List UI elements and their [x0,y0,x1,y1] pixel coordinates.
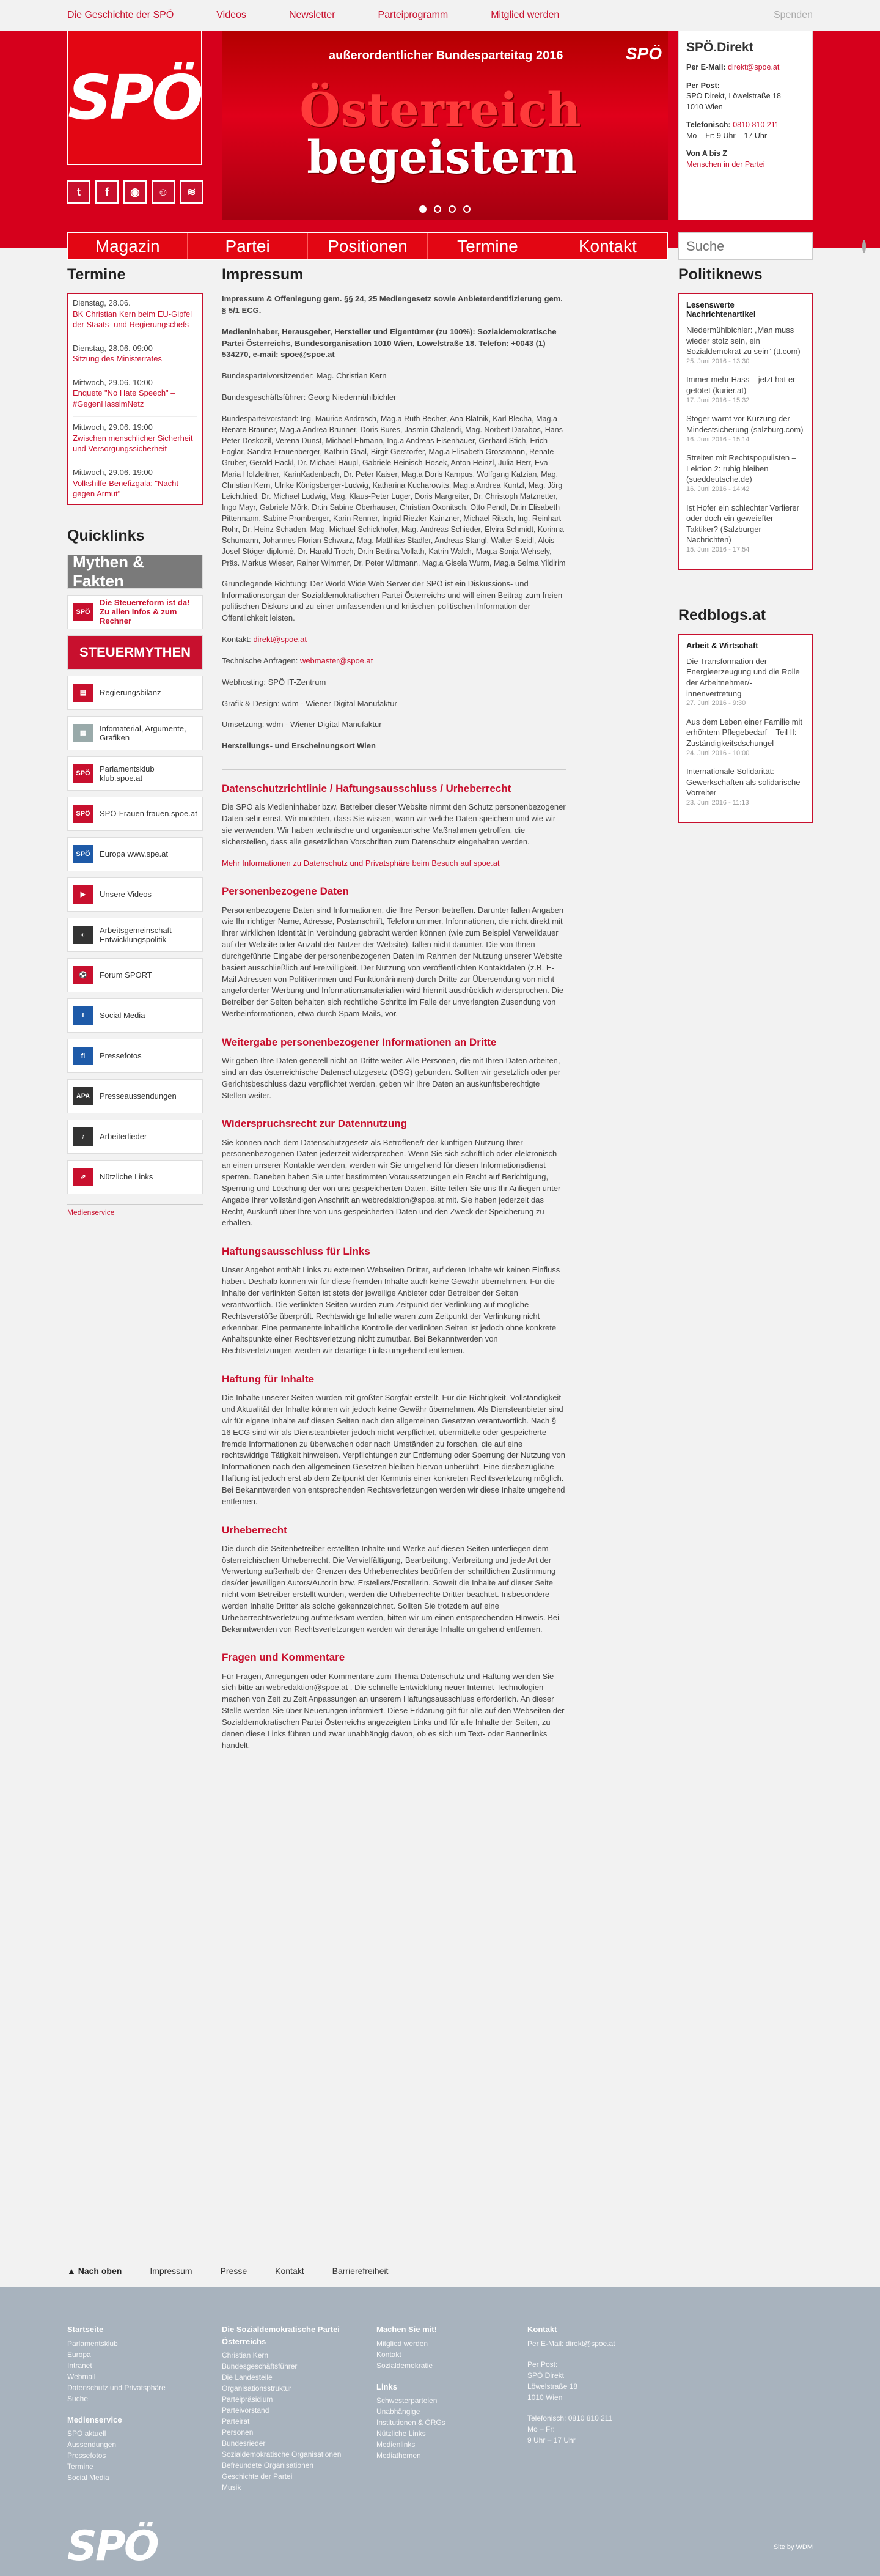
impressum-article [222,266,566,1779]
back-to-top-link[interactable]: ▲ Nach oben [67,2266,122,2276]
news-item[interactable] [686,413,805,444]
footer-link[interactable]: Parteivorstand [222,2406,270,2415]
quicklink-item[interactable] [67,998,203,1033]
impressum-hosting: Webhosting: SPÖ IT-Zentrum [222,677,326,687]
footer-link[interactable]: Christian Kern [222,2351,269,2360]
steuermythen-banner[interactable]: STEUERMYTHEN [67,635,203,670]
termin-date: Dienstag, 28.06. [73,298,131,308]
kontakt-email-link[interactable]: direkt@spoe.at [253,635,307,644]
slider-dot[interactable] [449,205,456,213]
footer-link[interactable]: Webmail [67,2372,96,2381]
redblogs-section [678,607,813,823]
quicklinks [67,527,203,1217]
footer-text: 9 Uhr – 17 Uhr [527,2435,576,2445]
music-icon: ♪ [73,1127,94,1146]
blog-link[interactable]: Aus dem Leben einer Familie mit erhöhtem Pflegebedarf – Teil II: Zuständigkeitsdschungel [686,717,803,748]
footer-col-start [67,2323,208,2483]
topnav-parteiprogramm[interactable]: Parteiprogramm [378,10,449,20]
spoe-direkt-box [678,31,813,220]
news-link[interactable]: Ist Hofer ein schlechter Verlierer oder doch ein geweiefter Taktiker? (Salzburger Nachrichten) [686,503,799,545]
divider [222,769,566,770]
section-text: Wir geben Ihre Daten generell nicht an Dritte weiter. Alle Personen, die mit Ihren Daten arbeiten, sind an das österreichische Datenschutzgesetz (DSG) gebunden. Sollten wir gesetzlich oder per Gerichtsbeschluss dazu verpflichtet werden, geben wir Ihre Daten an auskunftsberechtigte Stellen weiter. [222,1056,561,1100]
quicklink-item[interactable] [67,958,203,992]
direkt-az-link[interactable]: Menschen in der Partei [686,160,765,169]
quicklink-item[interactable] [67,797,203,831]
direkt-post-line: 1010 Wien [686,102,723,111]
twitter-icon[interactable]: t [67,180,90,204]
section-text: Die Inhalte unserer Seiten wurden mit größter Sorgfalt erstellt. Für die Richtigkeit, Vollständigkeit und Aktualität der Inhalte können wir jedoch keine Gewähr übernehmen. Als Diensteanbieter sind wir für eigene Inhalte auf diesen Seiten nach den allgemeinen Gesetzen verantwortlich. Nach § 16 ECG sind wir als Diensteanbieter jedoch nicht verpflichtet, übermittelte oder gespeicherte fremde Informationen zu überwachen oder nach Umständen zu forschen, die auf eine rechtswidrige Tätigkeit hinweisen. Verpflichtungen zur Entfernung oder Sperrung der Nutzung von Informationen nach den allgemeinen Gesetzen bleiben hiervon unberührt. Eine diesbezügliche Haftung ist jedoch erst ab dem Zeitpunkt der Kenntnis einer konkreten Rechtsverletzung möglich. Bei Bekanntwerden von entsprechenden Rechtsverletzungen werden wir diese Inhalte umgehend entfernen. [222,1393,565,1506]
direkt-phone-hours: Mo – Fr: 9 Uhr – 17 Uhr [686,131,767,140]
termin-link[interactable]: Zwischen menschlicher Sicherheit und Versorgungssicherheit [73,433,193,454]
news-date: 15. Juni 2016 - 17:54 [686,546,750,554]
news-item[interactable] [686,503,805,555]
nav-termine[interactable]: Termine [428,233,548,259]
quicklink-label: Nützliche Links [100,1172,153,1182]
direkt-az-label: Von A bis Z [686,149,727,158]
footer-text: Per Post: [527,2360,558,2369]
termin-date: Mittwoch, 29.06. 10:00 [73,377,153,387]
quicklinks-title: Quicklinks [67,526,145,544]
footer-link[interactable]: Datenschutz und Privatsphäre [67,2383,166,2392]
footer-col-title[interactable]: Medienservice [67,2415,122,2424]
footer-link[interactable]: Bundesrieder [222,2439,266,2448]
footer-col-kontakt [527,2323,662,2446]
quicklink-label: Infomaterial, Argumente, Grafiken [100,723,186,742]
direkt-email-link[interactable]: direkt@spoe.at [728,63,780,72]
rss-icon[interactable]: ≋ [180,180,203,204]
flickr-icon: fl [73,1047,94,1065]
footer-col-mitmachen [376,2323,499,2461]
footer-link[interactable]: Termine [67,2462,94,2471]
section-text: Für Fragen, Anregungen oder Kommentare zum Thema Datenschutz und Haftung wenden Sie sich bitte an webredaktion@spoe.at . Die schnelle Entwicklung neuer Internet-Technologien machen von Zeit zu Zeit Anpassungen an unserem Haftungsausschluss erforderlich. An dieser Stelle werden Sie über Neuerungen informiert. Diese Erklärung gilt für alle auf den Webseiten der Sozialdemokratischen Partei Österreichs angezeigten Links und für alle Inhalte der Seiten, zu denen diese Links führen und zwar unabhängig davon, ob es sich um Text- oder Bannerlinks handelt. [222,1671,565,1750]
footer-col-title[interactable]: Startseite [67,2325,104,2334]
logo-text: SPÖ [67,62,202,133]
direkt-phone-label: Telefonisch: [686,120,731,130]
quicklink-item[interactable] [67,1120,203,1154]
camera-icon[interactable]: ◉ [123,180,147,204]
termin-item[interactable] [73,372,197,410]
footer-link[interactable]: Die Landesteile [222,2373,273,2382]
footer-link-barrierefreiheit[interactable]: Barrierefreiheit [332,2266,389,2276]
termin-item[interactable] [73,338,197,364]
datenschutz-link[interactable]: Mehr Informationen zu Datenschutz und Privatsphäre beim Besuch auf spoe.at [222,858,500,868]
footer-link[interactable]: Medienlinks [376,2440,416,2449]
footer-link[interactable]: Musik [222,2483,241,2492]
site-by-credit[interactable]: Site by WDM [773,2544,813,2551]
impressum-ort: Herstellungs- und Erscheinungsort Wien [222,741,376,751]
footer-link[interactable]: Pressefotos [67,2451,106,2460]
news-date: 17. Juni 2016 - 15:32 [686,396,750,404]
topnav-videos[interactable]: Videos [216,10,246,20]
footer-link[interactable]: Sozialdemokratie [376,2361,433,2370]
footer-link[interactable]: Bundesgeschäftsführer [222,2362,298,2371]
quicklink-item[interactable] [67,1039,203,1073]
footer-link[interactable]: Mitglied werden [376,2339,428,2348]
quicklink-label: Social Media [100,1011,145,1020]
redblogs-title: Redblogs.at [678,606,766,624]
banner-headline-1: Österreich [299,83,582,137]
quicklink-label: Forum SPORT [100,970,152,980]
news-link[interactable]: Niedermühlbichler: „Man muss wieder stolz sein, ein Sozialdemokrat zu sein" (tt.com) [686,325,801,356]
termin-item[interactable] [73,462,197,500]
termin-date: Mittwoch, 29.06. 19:00 [73,468,153,478]
top-bar [0,0,880,31]
search-icon[interactable] [862,240,866,253]
footer-text: SPÖ Direkt [527,2371,565,2380]
footer-link[interactable]: Suche [67,2394,89,2403]
quicklink-label: Unsere Videos [100,890,152,899]
nav-kontakt[interactable]: Kontakt [578,237,637,256]
quicklink-item[interactable] [67,1079,203,1113]
tech-label: Technische Anfragen: [222,655,298,665]
quicklink-label: Europa www.spe.at [100,849,169,859]
spoe-icon: SPÖ [73,603,94,621]
termin-link[interactable]: Enquete "No Hate Speech" – #GegenHassimNetz [73,388,175,408]
impressum-vorstand: Bundesparteivorstand: Ing. Maurice Androsch, Mag.a Ruth Becher, Ana Blatnik, Karl Blecha, Mag.a Renate Brauner, Mag.a Andrea Brunner, Doris Bures, Jasmin Chalendi, Mag. Norbert Darabos, Hans Peter Doskozil, Verena Dunst, Michael Ehmann, Ing.a Andreas Eisenhauer, Gerhard Stich, Erich Foglar, Sandra Frauenberger, Kathrin Gaal, Birgit Gerstorfer, Mag.a Elisabeth Grossmann, Renate Gruber, Gerald Hackl, Dr. Michael Häupl, Gabriele Heinisch-Hosek, Anton Heinzl, Julia Herr, Eva Maria Holzleitner, KarinKadenbach, Dr. Peter Kaiser, Mag.a Doris Kampus, Wolfgang Katzian, Mag. Christian Kern, Ulrike Königsberger-Ludwig, Katharina Kucharowits, Mag.a Andrea Kuntzl, Mag. Jörg Leichtfried, Dr. Michael Ludwig, Mag. Klaus-Peter Luger, Doris Margreiter, Dr. Christoph Matznetter, Ingo Mayr, Gabriele Mörk, Dr.in Sabine Oberhauser, Christian Oxonitsch, Otto Pendl, Dr.in Elisabeth Pittermann, Sabine Promberger, Karin Renner, Ingrid Riezler-Kainzner, Michael Ritsch, Ing. Reinhart Rohr, Dr. Heinz Schaden, Mag. Michael Schickhofer, Mag. Andreas Schieder, Elvira Schmidt, Korinna Schumann, Johannes Florian Schwarz, Mag. Matthias Stadler, Andreas Stangl, Walter Steidl, Alois Josef Stöger diplomé, Dr. Harald Troch, Dr.in Bettina Vollath, Katrin Walch, Mag.a Sonja Wehsely, Präs. Markus Wieser, Rainer Wimmer, Dr. Peter Wittmann, Mag.a Gisela Wurm, Mag.a Selma Yildirim [222,414,566,567]
section-text: Die durch die Seitenbetreiber erstellten Inhalte und Werke auf diesen Seiten unterliegen dem österreichischen Urheberrecht. Die Vervielfältigung, Bearbeitung, Verbreitung und jede Art der Verwertung außerhalb der Grenzen des Urheberrechtes bedürfen der schriftlichen Zustimmung des/der jeweiligen Autors/Autorin bzw. Erstellers/Erstellerin. Soweit die Inhalte auf dieser Seite nicht vom Betreiber erstellt wurden, werden die Urheberrechte Dritter beachtet. Insbesondere werden Inhalte Dritter als solche gekennzeichnet. Sollten Sie trotzdem auf eine Urheberrechtsverletzung aufmerksam werden, bitten wir um einen entsprechenden Hinweis. Bei Bekanntwerden von Rechtsverletzungen werden wir derartige Inhalte umgehend entfernen. [222,1543,560,1634]
footer-link-kontakt[interactable]: Kontakt [275,2266,304,2276]
main-content [67,248,813,1779]
slider-dots [222,205,668,213]
footer-link-impressum[interactable]: Impressum [150,2266,193,2276]
footer-link[interactable]: Aussendungen [67,2440,117,2449]
slider-dot[interactable] [463,205,471,213]
section-text: Unser Angebot enthält Links zu externen Webseiten Dritter, auf deren Inhalte wir keinen Einfluss haben. Deshalb können wir für diese fremden Inhalte auch keine Gewähr übernehmen. Für die Inhalte der verlinkten Seiten ist stets der jeweilige Anbieter oder Betreiber der Seiten verantwortlich. Die verlinkten Seiten wurden zum Zeitpunkt der Verlinkung auf mögliche Rechtsverstöße überprüft. Rechtswidrige Inhalte waren zum Zeitpunkt der Verlinkung nicht erkennbar. Eine permanente inhaltliche Kontrolle der verlinkten Seiten ist jedoch ohne konkrete Anhaltspunkte einer Rechtsverletzung nicht zumutbar. Bei Bekanntwerden von Rechtsverletzungen werden wir derartige Links umgehend entfernen. [222,1265,560,1356]
footer-link[interactable]: Social Media [67,2473,109,2482]
direkt-title: SPÖ.Direkt [686,40,754,54]
footer-link[interactable]: Europa [67,2350,91,2359]
redblogs-category: Arbeit & Wirtschaft [686,640,758,650]
news-item[interactable] [686,452,805,493]
topnav-newsletter[interactable]: Newsletter [288,10,336,20]
infomaterial-icon: ▦ [73,724,94,742]
section-heading: Personenbezogene Daten [222,885,349,898]
quicklink-label: Presseaussendungen [100,1091,177,1101]
blog-date: 23. Juni 2016 - 11:13 [686,799,749,807]
footer-text: Telefonisch: 0810 810 211 [527,2413,613,2423]
news-date: 25. Juni 2016 - 13:30 [686,357,750,365]
footer-link[interactable]: Unabhängige [376,2407,420,2416]
entwicklung-icon: ◐ [73,926,94,944]
footer-col-title[interactable]: Machen Sie mit! [376,2325,437,2334]
footer-text: Löwelstraße 18 [527,2382,578,2391]
termin-link[interactable]: Sitzung des Ministerrates [73,354,162,364]
footer-col-title[interactable]: Links [376,2382,397,2391]
termine-list [67,293,203,505]
section-text: Personenbezogene Daten sind Informationen, die Ihre Person betreffen. Darunter fallen Angaben wie Ihr richtiger Name, Adresse, Postanschrift, Telefonnummer. Informationen, die nicht direkt mit Ihrer wirklichen Identität in Verbindung gebracht werden können (wie zum Beispiel Verweildauer auf der Website oder Anzahl der Nutzer der Website), fallen nicht darunter. Die von Ihnen durchgeführte Eingabe der personenbezogenen Daten im Rahmen der Nutzung unserer Website basiert ausschließlich auf Freiwilligkeit. Der Nutzung von veröffentlichten Kontaktdaten (z.B. E-Mail Adressen von Politikerinnen und Funktionärinnen) durch Dritte zur Übersendung von nicht angeforderter Werbung und Informationsmaterialien wird hiermit ausdrücklich widersprochen. Die Betreiber der Seiten behalten sich rechtliche Schritte im Falle der unverlangten Zusendung von Werbeinformationen, etwa durch Spam-Mails, vor. [222,905,564,1019]
section-heading: Datenschutzrichtlinie / Haftungsausschluss / Urheberrecht [222,783,512,795]
youtube-icon: ▶ [73,885,94,904]
footer-link[interactable]: Parlamentsklub [67,2339,118,2348]
section-text: Die SPÖ als Medieninhaber bzw. Betreiber dieser Website nimmt den Schutz personenbezogener Daten sehr ernst. Wir möchten, dass Sie wissen, wann wir welche Daten speichern und wie wir sie verwenden. Wir haben technische und organisatorische Maßnahmen getroffen, die sicherstellen, dass alle gesetzlichen Vorschriften zum Datenschutz eingehalten werden. [222,802,566,846]
hero-banner[interactable] [222,31,668,220]
news-link[interactable]: Immer mehr Hass – jetzt hat er getötet (kurier.at) [686,375,796,396]
termin-date: Mittwoch, 29.06. 19:00 [73,423,153,432]
mythen-fakten-banner[interactable]: Mythen & Fakten [67,555,203,589]
news-date: 16. Juni 2016 - 14:42 [686,485,750,493]
quicklink-item[interactable] [67,918,203,952]
left-sidebar [67,266,203,1217]
nav-positionen[interactable]: Positionen [308,233,428,259]
quicklink-label: SPÖ-Frauen frauen.spoe.at [100,809,197,819]
header [0,31,880,256]
politiknews-box [678,293,813,570]
nav-partei[interactable]: Partei [188,233,307,259]
back-to-top-label: Nach oben [78,2266,122,2276]
banner-headline-2: begeistern [307,131,577,184]
termin-link[interactable]: BK Christian Kern beim EU-Gipfel der Staats- und Regierungschefs [73,309,193,330]
quicklink-item[interactable] [67,877,203,912]
nav-magazin[interactable]: Magazin [68,233,188,259]
slider-dot[interactable] [419,205,427,213]
impressum-richtung: Grundlegende Richtung: Der World Wide Web Server der SPÖ ist ein Diskussions- und Informationsorgan der Sozialdemokratischen Partei Österreichs und will einen Beitrag zum freien politischen Diskurs und zu einer umfassenden und kritischen politischen Information der Öffentlichkeit leisten. [222,578,563,623]
footer-col-partei [222,2323,362,2493]
footer-link[interactable]: Kontakt [376,2350,402,2359]
footer-link[interactable]: Nützliche Links [376,2429,426,2438]
site-logo[interactable] [67,31,202,165]
impressum-vorsitz: Bundesparteivorsitzender: Mag. Christian Kern [222,371,387,381]
footer-link-presse[interactable]: Presse [220,2266,248,2276]
termin-item[interactable] [73,416,197,454]
blog-link[interactable]: Die Transformation der Energieerzeugung und die Rolle der Arbeitnehmer/-innenvertretung [686,656,800,698]
news-date: 16. Juni 2016 - 15:14 [686,435,750,443]
impressum-gf: Bundesgeschäftsführer: Georg Niedermühlbichler [222,393,397,402]
news-item[interactable] [686,325,805,366]
section-heading: Haftungsausschluss für Links [222,1246,370,1258]
parlament-icon: SPÖ [73,764,94,783]
banner-logo: SPÖ [625,44,662,63]
quicklink-item[interactable] [67,716,203,750]
quicklink-label: Pressefotos [100,1051,142,1061]
footer-link[interactable]: Parteirat [222,2417,250,2426]
footer-link[interactable]: SPÖ aktuell [67,2429,106,2438]
footer-link[interactable]: Schwesterparteien [376,2396,438,2405]
footer-col-title[interactable]: Kontakt [527,2325,557,2334]
politiknews-title: Politiknews [678,266,763,283]
facebook-icon[interactable]: f [95,180,119,204]
blog-link[interactable]: Internationale Solidarität: Gewerkschaften als solidarische Vorreiter [686,767,801,798]
bottom-bar [0,2254,880,2287]
section-heading: Widerspruchsrecht zur Datennutzung [222,1118,408,1130]
footer-text: Per E-Mail: direkt@spoe.at [527,2339,615,2348]
footer-link[interactable]: Geschichte der Partei [222,2472,293,2481]
news-link[interactable]: Streiten mit Rechtspopulisten – Lektion 2: ruhig bleiben (sueddeutsche.de) [686,453,796,484]
termin-date: Dienstag, 28.06. 09:00 [73,343,153,353]
quicklink-label: Regierungsbilanz [100,688,161,698]
impressum-umsetzung: Umsetzung: wdm - Wiener Digital Manufaktur [222,720,382,729]
blog-item[interactable] [686,656,805,708]
politiknews-category: Lesenswerte Nachrichtenartikel [686,300,756,319]
links-icon: ⇗ [73,1168,94,1186]
steuerreform-label: Die Steuerreform ist da! Zu allen Infos & zum Rechner [100,598,190,626]
termin-item[interactable] [73,298,197,330]
blog-date: 24. Juni 2016 - 10:00 [686,749,750,757]
person-icon[interactable]: ☺ [152,180,175,204]
slider-dot[interactable] [434,205,441,213]
footer-text: Mo – Fr: [527,2424,555,2434]
quicklink-item[interactable] [67,676,203,710]
banner-subtitle: außerordentlicher Bundesparteitag 2016 [329,49,563,62]
regierungsbilanz-icon: ▤ [73,684,94,702]
blog-date: 27. Juni 2016 - 9:30 [686,699,746,707]
topnav-mitglied[interactable]: Mitglied werden [491,10,560,20]
sport-icon: ⚽ [73,966,94,984]
footer-link[interactable]: Intranet [67,2361,92,2370]
blog-item[interactable] [686,766,805,807]
quicklink-item[interactable] [67,756,203,791]
footer-text: 1010 Wien [527,2393,563,2402]
page-title: Impressum [222,266,304,283]
footer-link[interactable]: Parteipräsidium [222,2395,273,2404]
direkt-email-label: Per E-Mail: [686,63,726,72]
section-text: Sie können nach dem Datenschutzgesetz als Betroffene/r der künftigen Nutzung Ihrer personenbezogenen Daten jederzeit widersprechen. Wenn Sie sich schriftlich oder elektronisch an einen unserer Kontakte wenden, werden wir Sie umgehend für diesen Informationsdienst sperren. Daneben haben Sie unter bestimmten Voraussetzungen ein Recht auf Berichtigung, Sperrung und Löschung der von uns gespeicherten Daten. Bitte teilen Sie uns Ihr Anliegen unter Angabe Ihrer vollständigen Anschrift an webredaktion@spoe.at mit. Sie haben jederzeit das Recht, Auskunft über Ihre von uns gespeicherten Daten und den Zweck der Speicherung zu erhalten. [222,1137,561,1228]
kontakt-label: Kontakt: [222,635,251,644]
quicklink-item[interactable] [67,1160,203,1194]
quicklink-item[interactable] [67,837,203,871]
apa-icon: APA [73,1087,94,1105]
europa-icon: SPÖ [73,845,94,863]
section-heading: Fragen und Kommentare [222,1652,345,1664]
blog-item[interactable] [686,717,805,758]
termine-title: Termine [67,266,126,283]
footer-link[interactable]: Institutionen & ÖRGs [376,2418,446,2427]
social-media-icon: f [73,1006,94,1025]
redblogs-box [678,634,813,823]
medienservice-link[interactable]: Medienservice [67,1204,203,1217]
section-heading: Urheberrecht [222,1524,287,1536]
topnav-spenden[interactable]: Spenden [773,10,813,20]
right-sidebar [678,266,813,823]
direkt-post-line: SPÖ Direkt, Löwelstraße 18 [686,92,781,101]
footer-link[interactable]: Sozialdemokratische Organisationen [222,2450,342,2459]
direkt-post-label: Per Post: [686,81,720,90]
topnav-geschichte[interactable]: Die Geschichte der SPÖ [67,10,174,20]
webmaster-email-link[interactable]: webmaster@spoe.at [299,655,373,665]
social-icons [67,180,203,204]
section-heading: Weitergabe personenbezogener Informationen an Dritte [222,1036,497,1048]
termin-link[interactable]: Volkshilfe-Benefizgala: "Nacht gegen Armut" [73,478,178,499]
footer-link[interactable]: Mediathemen [376,2451,421,2460]
top-nav [67,0,813,31]
quicklink-label: Arbeitsgemeinschaft Entwicklungspolitik [100,925,172,944]
footer-col-title[interactable]: Die Sozialdemokratische Partei Österreichs [222,2325,340,2346]
footer [0,2287,880,2576]
section-heading: Haftung für Inhalte [222,1373,315,1386]
impressum-medieninhaber: Medieninhaber, Herausgeber, Hersteller und Eigentümer (zu 100%): Sozialdemokratische Partei Österreichs, Bundesorganisation 1010 Wien, Löwelstraße 18. Telefon: +0043 (1) 534270, e-mail: spoe@spoe.at [222,327,557,360]
footer-logo[interactable]: SPÖ [67,2522,158,2570]
impressum-intro: Impressum & Offenlegung gem. §§ 24, 25 Mediengesetz sowie Anbieterdentifizierung gem. § 5/1 ECG. [222,294,563,315]
footer-link[interactable]: Personen [222,2428,254,2437]
frauen-icon: SPÖ [73,805,94,823]
footer-link[interactable]: Organisationsstruktur [222,2384,292,2393]
steuerreform-banner[interactable] [67,595,203,629]
quicklink-label: Parlamentsklub klub.spoe.at [100,764,155,783]
footer-link[interactable]: Befreundete Organisationen [222,2461,314,2470]
impressum-grafik: Grafik & Design: wdm - Wiener Digital Manufaktur [222,698,397,708]
quicklink-label: Arbeiterlieder [100,1132,147,1142]
direkt-phone-link[interactable]: 0810 810 211 [733,120,779,130]
news-link[interactable]: Stöger warnt vor Kürzung der Mindestsicherung (salzburg.com) [686,414,804,434]
news-item[interactable] [686,374,805,405]
